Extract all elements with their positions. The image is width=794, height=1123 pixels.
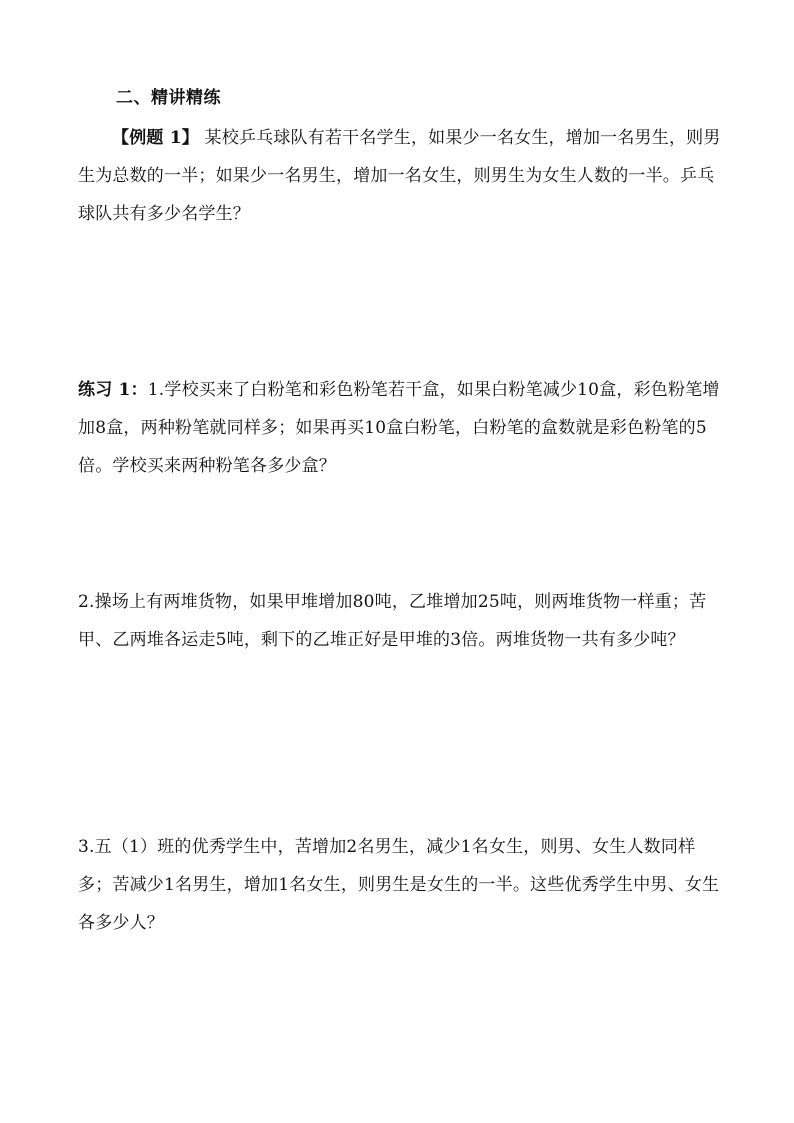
section-title: 二、精讲精练 [116, 88, 221, 108]
exercise-2-paragraph [78, 583, 723, 659]
exercise-1-label: 练习 1： [78, 380, 148, 400]
example-1-text: 某校乒乓球队有若干名学生，如果少一名女生，增加一名男生，则男生为总数的一半；如果少一名男生，增加一名女生，则男生为女生人数的一半。乒乓球队共有多少名学生？ [78, 128, 721, 224]
exercise-1-text: 1.学校买来了白粉笔和彩色粉笔若干盒，如果白粉笔减少10盒，彩色粉笔增加8盒，两种粉笔就同样多；如果再买10盒白粉笔，白粉笔的盒数就是彩色粉笔的5倍。学校买来两种粉笔各多少盒？ [78, 380, 720, 476]
example-1-label: 【例题 1】 [112, 128, 199, 148]
exercise-2-text: 2.操场上有两堆货物，如果甲堆增加80吨，乙堆增加25吨，则两堆货物一样重；苦甲、乙两堆各运走5吨，剩下的乙堆正好是甲堆的3倍。两堆货物一共有多少吨？ [78, 592, 707, 650]
exercise-3-text: 3.五（1）班的优秀学生中，苦增加2名男生，减少1名女生，则男、女生人数同样多；苦减少1名男生，增加1名女生，则男生是女生的一半。这些优秀学生中男、女生各多少人？ [78, 837, 720, 933]
exercise-1-paragraph [78, 371, 723, 485]
exercise-3-paragraph [78, 828, 723, 942]
example-1-paragraph [78, 119, 723, 233]
